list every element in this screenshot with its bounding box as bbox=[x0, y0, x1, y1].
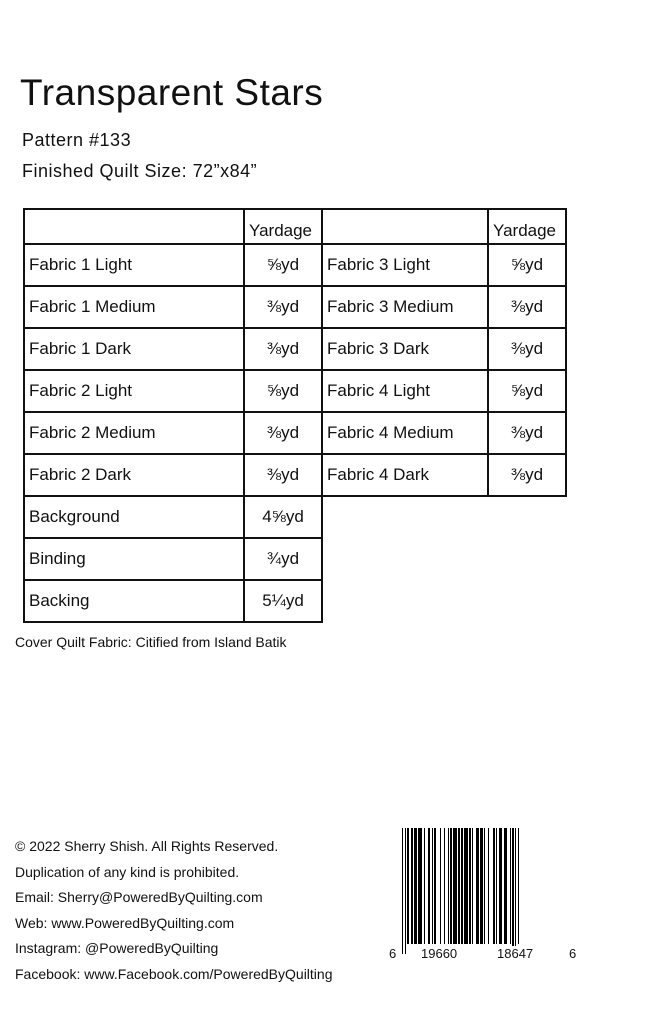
table-row bbox=[24, 370, 566, 412]
header-blank-cell bbox=[24, 209, 244, 244]
empty-cell bbox=[488, 580, 566, 622]
barcode-bar bbox=[518, 828, 519, 944]
fabric-yardage: ¾yd bbox=[244, 538, 322, 580]
fabric-yardage: ⅜yd bbox=[244, 286, 322, 328]
table-row bbox=[24, 328, 566, 370]
instagram-line: Instagram: @PoweredByQuilting bbox=[15, 940, 219, 956]
empty-cell bbox=[322, 538, 488, 580]
fabric-name: Binding bbox=[24, 538, 244, 580]
yardage-header-right: Yardage bbox=[488, 209, 566, 244]
fabric-name: Fabric 1 Light bbox=[24, 244, 244, 286]
fabric-yardage: ⅝yd bbox=[244, 244, 322, 286]
fabric-name: Fabric 2 Medium bbox=[24, 412, 244, 454]
web-line: Web: www.PoweredByQuilting.com bbox=[15, 914, 235, 931]
barcode-digit-lead: 6 bbox=[389, 946, 397, 961]
email-line: Email: Sherry@PoweredByQuilting.com bbox=[15, 889, 263, 905]
cover-fabric-note: Cover Quilt Fabric: Citified from Island Batik bbox=[15, 634, 287, 650]
fabric-yardage: ⅜yd bbox=[488, 454, 566, 496]
table-row bbox=[24, 496, 566, 538]
finished-size: Finished Quilt Size: 72”x84” bbox=[22, 161, 258, 181]
fabric-yardage: ⅝yd bbox=[488, 244, 566, 286]
empty-cell bbox=[322, 496, 488, 538]
table-row bbox=[24, 286, 566, 328]
fabric-yardage: ⅜yd bbox=[488, 412, 566, 454]
yardage-table bbox=[23, 208, 567, 623]
fabric-yardage: ⅝yd bbox=[488, 370, 566, 412]
copyright-line: © 2022 Sherry Shish. All Rights Reserved. bbox=[15, 838, 279, 854]
fabric-name: Fabric 4 Dark bbox=[322, 454, 488, 496]
fabric-name: Fabric 3 Dark bbox=[322, 328, 488, 370]
fabric-name: Fabric 2 Dark bbox=[24, 454, 244, 496]
table-row bbox=[24, 538, 566, 580]
barcode-bars bbox=[402, 828, 566, 954]
fabric-name: Fabric 2 Light bbox=[24, 370, 244, 412]
barcode-digits-left: 19660 bbox=[421, 946, 458, 961]
fabric-yardage: ⅜yd bbox=[244, 328, 322, 370]
table-row bbox=[24, 244, 566, 286]
fabric-yardage: ⅜yd bbox=[488, 286, 566, 328]
table-header-row bbox=[24, 209, 566, 244]
fabric-name: Fabric 3 Light bbox=[322, 244, 488, 286]
barcode-digits-right: 18647 bbox=[497, 946, 534, 961]
fabric-name: Fabric 3 Medium bbox=[322, 286, 488, 328]
empty-cell bbox=[488, 538, 566, 580]
barcode bbox=[388, 828, 580, 968]
table-row bbox=[24, 412, 566, 454]
fabric-yardage: ⅜yd bbox=[244, 454, 322, 496]
fabric-name: Fabric 4 Light bbox=[322, 370, 488, 412]
fabric-name: Backing bbox=[24, 580, 244, 622]
pattern-number: Pattern #133 bbox=[22, 130, 132, 150]
page-title: Transparent Stars bbox=[20, 72, 324, 113]
empty-cell bbox=[322, 580, 488, 622]
yardage-header-left: Yardage bbox=[244, 209, 322, 244]
empty-cell bbox=[488, 496, 566, 538]
facebook-line: Facebook: www.Facebook.com/PoweredByQuilting bbox=[15, 965, 333, 982]
table-row bbox=[24, 580, 566, 622]
fabric-yardage: ⅜yd bbox=[244, 412, 322, 454]
barcode-digit-check: 6 bbox=[569, 946, 577, 961]
fabric-name: Fabric 4 Medium bbox=[322, 412, 488, 454]
fabric-name: Fabric 1 Dark bbox=[24, 328, 244, 370]
fabric-yardage: ⅝yd bbox=[244, 370, 322, 412]
header-blank-cell bbox=[322, 209, 488, 244]
table-row bbox=[24, 454, 566, 496]
fabric-yardage: 4⅝yd bbox=[244, 496, 322, 538]
footer-info bbox=[15, 834, 332, 987]
fabric-name: Fabric 1 Medium bbox=[24, 286, 244, 328]
duplication-notice: Duplication of any kind is prohibited. bbox=[15, 863, 240, 880]
fabric-name: Background bbox=[24, 496, 244, 538]
fabric-yardage: ⅜yd bbox=[488, 328, 566, 370]
fabric-yardage: 5¼yd bbox=[244, 580, 322, 622]
